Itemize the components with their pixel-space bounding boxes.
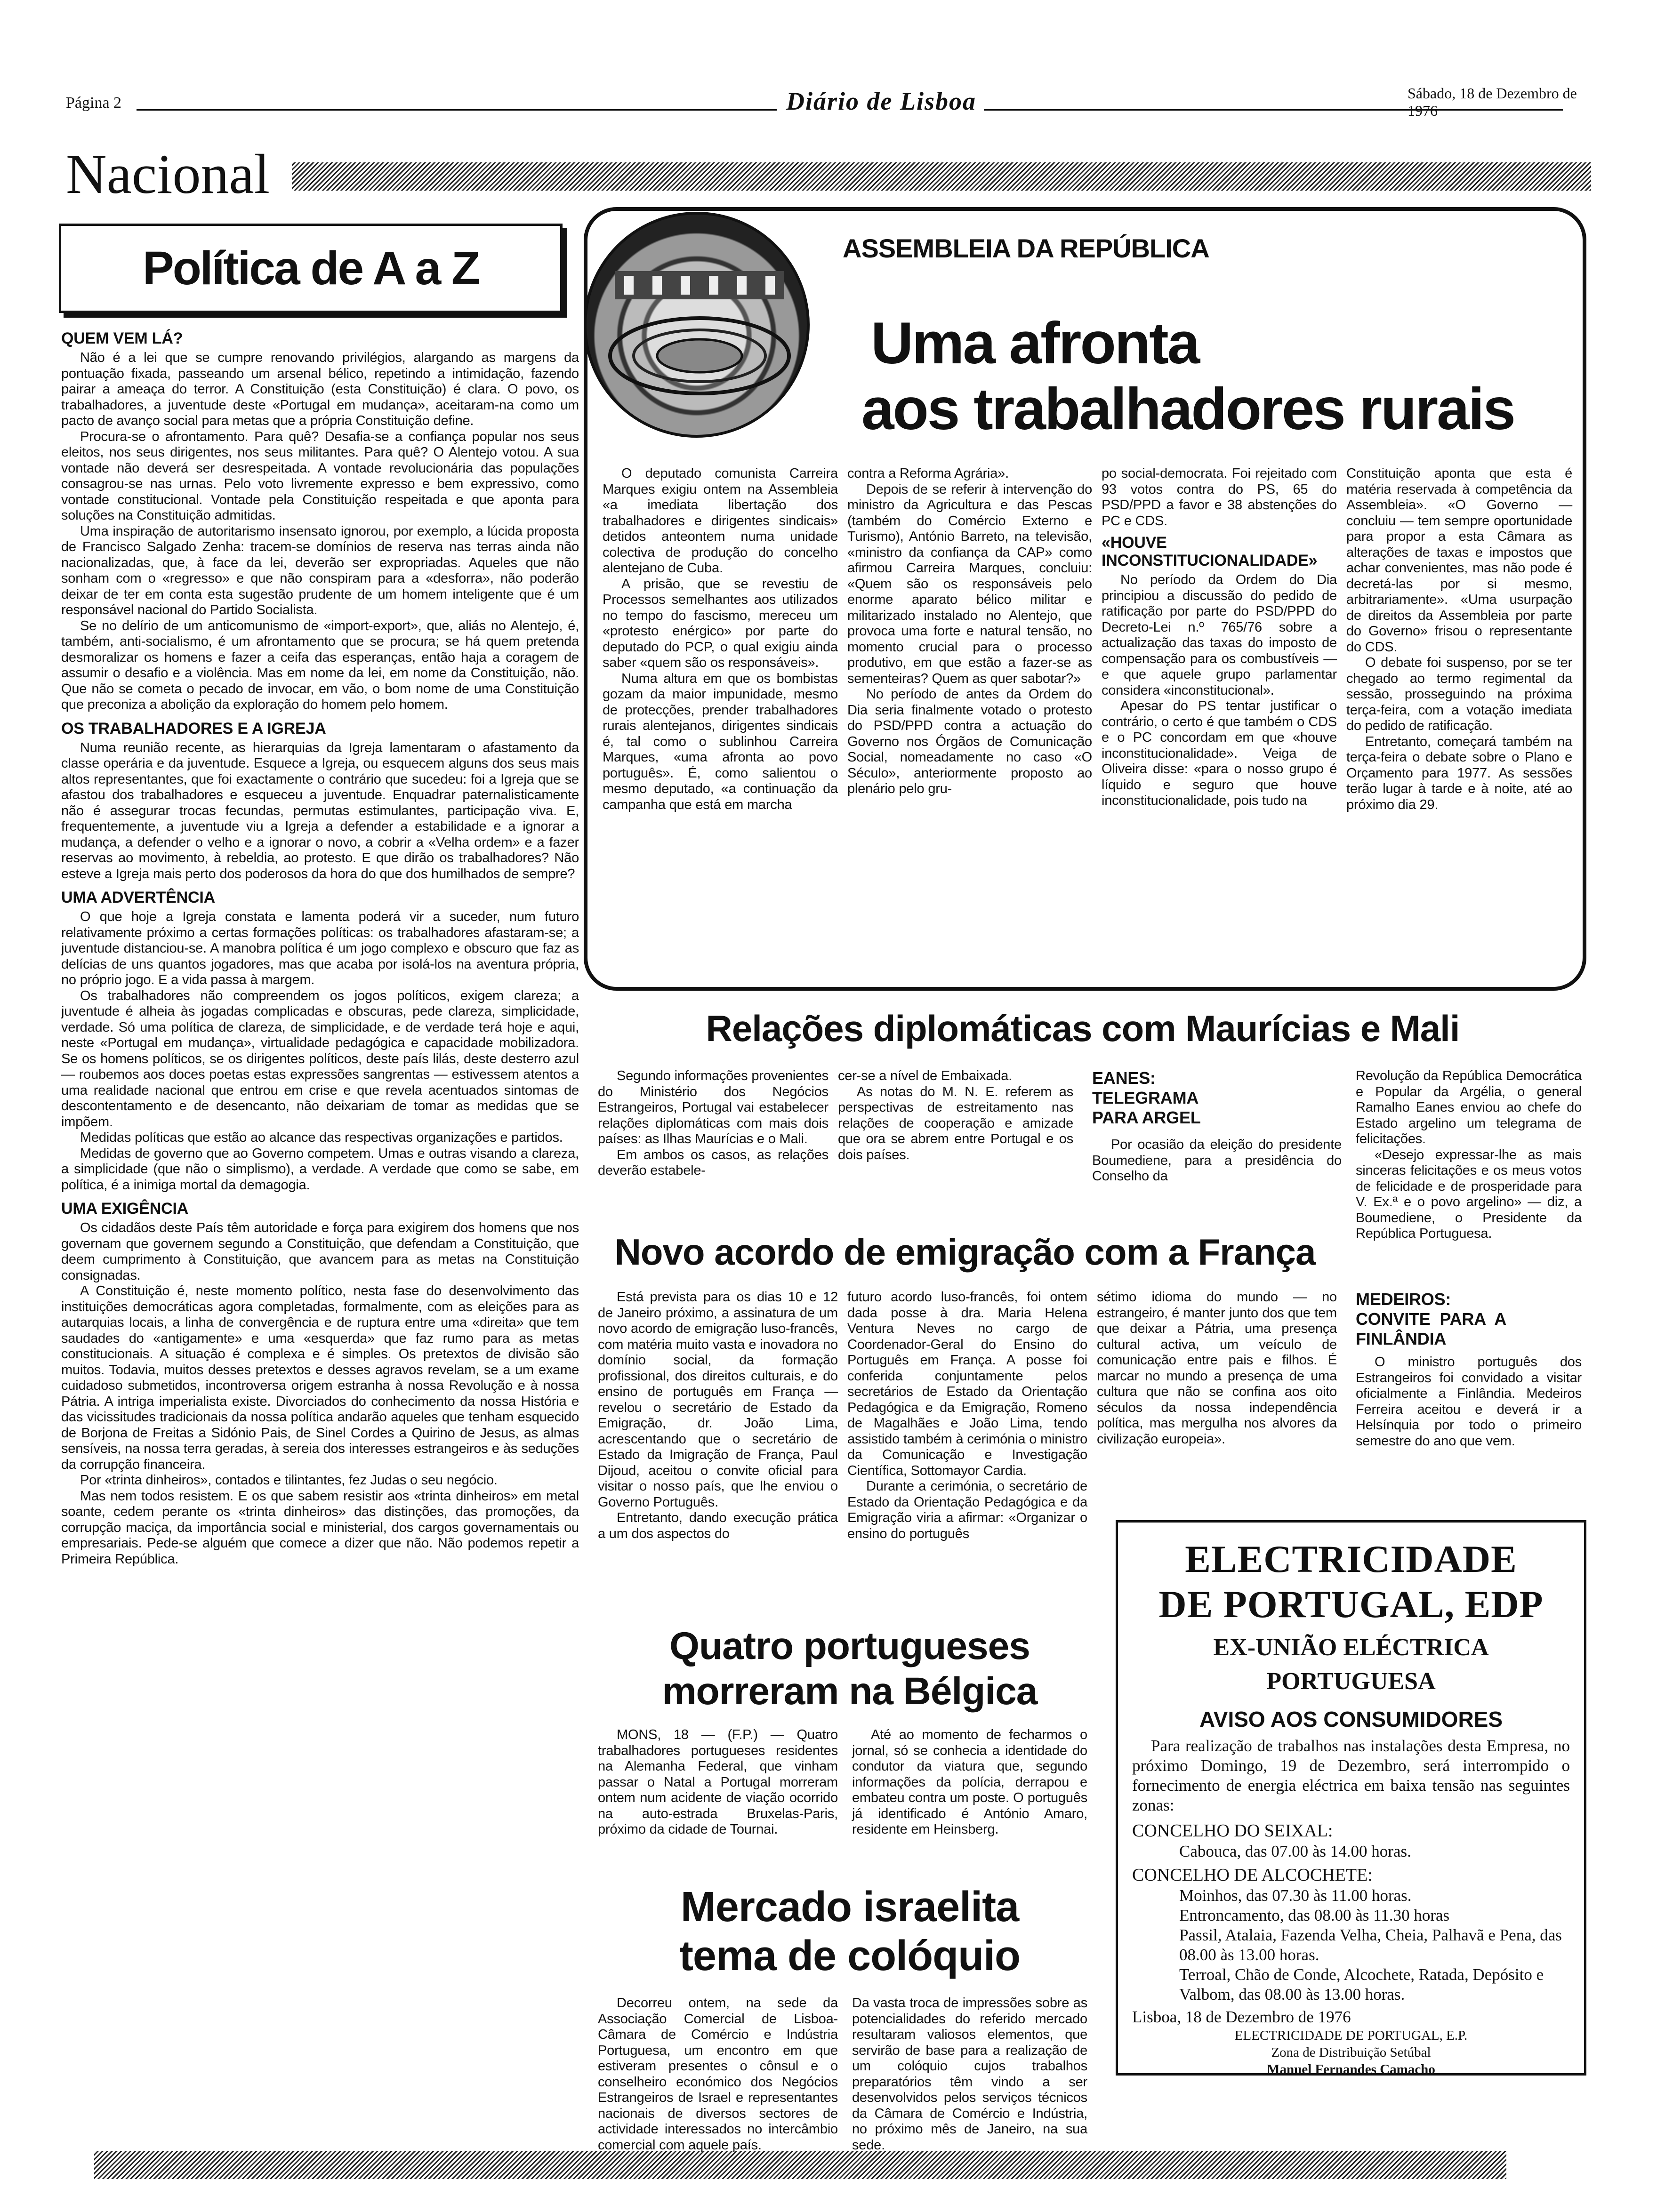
assembleia-col-3 [1102, 466, 1337, 809]
edp-aviso: AVISO AOS CONSUMIDORES [1199, 1707, 1503, 1731]
section-title: Nacional [66, 143, 270, 205]
mercado-col-2 [852, 1996, 1087, 2153]
edp-concelho-seixal: CONCELHO DO SEIXAL: [1132, 1821, 1333, 1841]
assembleia-paragraph: po social-democrata. Foi rejeitado com 93 votos contra do PS, 65 do PSD/PPD a favor e 38 abstenções do PC e CDS. [1102, 466, 1337, 529]
edp-title-1: ELECTRICIDADE [1185, 1538, 1517, 1580]
edp-title-3: EX-UNIÃO ELÉCTRICA PORTUGUESA [1213, 1634, 1489, 1695]
assembleia-paragraph: Apesar do PS tentar justificar o contrário, o certo é que também o CDS e o PC concordam em que «houve inconstitucionalidade». Veiga de Oliveira disse: «para o nosso grupo é líquido e seguro que houve inconstitucionalidade, pois tudo na [1102, 698, 1337, 808]
relacoes-col-1 [598, 1068, 828, 1179]
relacoes-col-2 [838, 1068, 1073, 1163]
assembleia-paragraph: No período de antes da Ordem do Dia seria finalmente votado o protesto do PSD/PPD contra a actuação do Governo nos Órgãos de Comunicação Social, nomeadamente no caso «O Século», anteriormente proposto ao plenário pelo gru- [847, 687, 1092, 796]
politica-paragraph: Medidas políticas que estão ao alcance das respectivas organizações e partidos. [80, 1130, 563, 1145]
assembleia-col-4 [1346, 466, 1572, 813]
assembleia-paragraph: No período da Ordem do Dia principiou a discussão do pedido de ratificação por parte do PSD/PPD do Decreto-Lei n.º 765/76 sobre a actualização das taxas do imposto de compensação para os combustíveis — e que aquele grupo parlamentar considera «inconstitucional». [1102, 572, 1337, 698]
edp-date: Lisboa, 18 de Dezembro de 1976 [1132, 2008, 1351, 2026]
masthead-rule-left [137, 109, 777, 111]
belgica-col-2 [852, 1727, 1087, 1838]
mercado-headline-line-2: tema de colóquio [679, 1932, 1021, 1980]
mercado-paragraph: Decorreu ontem, na sede da Associação Comercial de Lisboa-Câmara de Comércio e Indústria Portuguesa, um encontro em que estiveram presentes o cônsul e o conselheiro económico dos Negócios Estrangeiros de Israel e representantes nacionais de diversos sectores de actividade interessados no intercâmbio comercial com aquele país. [598, 1996, 838, 2153]
assembleia-paragraph: Numa altura em que os bombistas gozam da maior impunidade, mesmo de protecções, prender trabalhadores rurais alentejanos, dirigentes sindicais é, tal como o sublinhou Carreira Marques, «uma afronta ao povo português». É, como salientou o mesmo deputado, «a continuação da campanha que está em marcha [603, 671, 838, 812]
edp-signature-2: Zona de Distribuição Setúbal [1271, 2045, 1431, 2060]
politica-box-title: Política de A a Z [143, 242, 479, 295]
belgica-headline-line-1: Quatro portugueses [669, 1625, 1030, 1667]
issue-date: Sábado, 18 de Dezembro de 1976 [1408, 85, 1577, 119]
relacoes-paragraph: cer-se a nível de Embaixada. [838, 1068, 1012, 1083]
politica-subtitle-2: OS TRABALHADORES E A IGREJA [61, 719, 326, 737]
belgica-paragraph: Até ao momento de fecharmos o jornal, só se conhecia a identidade do condutor da viatura que, segundo informações da polícia, derrapou e embateu contra um poste. O português já identificado é António Amaro, residente em Heinsberg. [852, 1727, 1087, 1837]
emigracao-col-3 [1097, 1290, 1337, 1447]
edp-seixal-line: Cabouca, das 07.00 às 14.00 horas. [1179, 1842, 1411, 1860]
politica-paragraph: Os trabalhadores não compreendem os jogos políticos, exigem clareza; a juventude é alheia às jogadas complicadas e obscuras, pede clareza, simplicidade, verdade. Só uma política de clareza, de simplicidade, e de verdade terá hoje e aqui, neste «Portugal em mudança», virtualidade pedagógica e capacidade mobilizadora. Se os homens políticos, se os dirigentes políticos, deste país lilás, deste desterro azul — roubemos aos doces poetas estas expressões sangrentas — estivessem atentos a uma realidade nacional que entrou em crise e que revela acentuados sintomas de descontentamento e de desencanto, não deixariam de tomar as medidas que se impõem. [61, 988, 579, 1130]
emigracao-headline: Novo acordo de emigração com a França [614, 1231, 1316, 1273]
edp-signature-1: ELECTRICIDADE DE PORTUGAL, E.P. [1234, 2028, 1468, 2043]
emigracao-paragraph: sétimo idioma do mundo — no estrangeiro, é manter junto dos que tem que deixar a Pátria, uma presença cultural activa, um veículo de comunicação entre pais e filhos. É marcar no mundo a presença de uma cultura que não se confina aos oito séculos da nossa independência política, mas mergulha nos alvores da civilização europeia». [1097, 1290, 1337, 1447]
politica-column [61, 329, 579, 1567]
politica-subtitle-4: UMA EXIGÊNCIA [61, 1200, 189, 1218]
politica-paragraph: Mas nem todos resistem. E os que sabem resistir aos «trinta dinheiros» em metal soante, cedem perante os «trinta dinheiros» das distinções, das promoções, da corrupção maciça, da importância social e ministerial, dos cargos governamentais ou empresariais. Pede-se alguém que comece a dizer que não. Não podemos repetir a Primeira República. [61, 1488, 579, 1567]
edp-alcochete-line: Terroal, Chão de Conde, Alcochete, Ratada, Depósito e Valbom, das 08.00 às 13.00 horas. [1179, 1965, 1544, 2004]
emigracao-col-2 [847, 1290, 1087, 1542]
eanes-subtitle: EANES: TELEGRAMA PARA ARGEL [1092, 1068, 1201, 1127]
edp-concelho-alcochete: CONCELHO DE ALCOCHETE: [1132, 1865, 1373, 1885]
relacoes-paragraph: Por ocasião da eleição do presidente Boumediene, para a presidência do Conselho da [1092, 1137, 1342, 1184]
politica-paragraph: O que hoje a Igreja constata e lamenta poderá vir a suceder, num futuro relativamente próximo a certas formações políticas: os trabalhadores afastaram-se; a juventude distanciou-se. A manobra política é um jogo complexo e obscuro que faz as delícias de uns quantos jogadores, mas que acaba por isolá-los na aventura própria, no próprio jogo. E a vida passa à margem. [61, 909, 579, 987]
relacoes-headline: Relações diplomáticas com Maurícias e Mali [706, 1008, 1460, 1049]
emigracao-paragraph: Está prevista para os dias 10 e 12 de Janeiro próximo, a assinatura de um novo acordo de emigração luso-francês, com matéria muito vasta e inovadora no domínio social, da formação profissional, dos direitos culturais, e do ensino de português em França — revelou o secretário de Estado da Emigração, dr. João Lima, acrescentando que o secretário de Estado da Imigração de França, Paul Dijoud, aceitou o convite oficial para visitar o nosso país, que lhe enviou o Governo Português. [598, 1290, 838, 1510]
assembleia-headline-line-2: aos trabalhadores rurais [861, 377, 1514, 442]
mercado-paragraph: Da vasta troca de impressões sobre as potencialidades do referido mercado resultaram valiosos elementos, que servirão de base para a realização de um colóquio cujos trabalhos preparatórios têm vindo a ser desenvolvidos pelos serviços técnicos da Câmara de Comércio e Indústria, no próximo mês de Janeiro, na sua sede. [852, 1996, 1087, 2153]
relacoes-col-3 [1092, 1068, 1342, 1185]
edp-title-2: DE PORTUGAL, EDP [1158, 1583, 1544, 1626]
politica-paragraph: Se no delírio de um anticomunismo de «import-export», que, aliás no Alentejo, é, também, anti-socialismo, é um afrontamento que se procura; se há quem pretenda desmoralizar os homens e fazer a ceifa das esperanças, então haja a coragem de assumir o desafio e a violência. Mas em nome da lei, em nome da Constituição, não. Que não se cometa o pecado de invocar, em vão, o bom nome de uma Constituição que preconiza a abolição da exploração do homem pelo homem. [61, 618, 579, 712]
emigracao-col-1 [598, 1290, 838, 1542]
assembleia-paragraph: Constituição aponta que esta é matéria reservada à competência da Assembleia». «O Governo — concluiu — tem sempre oportunidade para propor a esta Câmara as alterações de taxas e impostos que achar convenientes, mas não pode é decretá-las por si mesmo, arbitrariamente». «Uma usurpação de direitos da Assembleia por parte do Governo» frisou o representante do CDS. [1346, 466, 1572, 655]
politica-paragraph: Por «trinta dinheiros», contados e tilintantes, fez Judas o seu negócio. [80, 1473, 498, 1488]
relacoes-paragraph: Segundo informações provenientes do Ministério dos Negócios Estrangeiros, Portugal vai estabelecer relações diplomáticas com mais dois países: as Ilhas Maurícias e o Mali. [598, 1068, 828, 1146]
masthead [66, 85, 1591, 127]
belgica-col-1 [598, 1727, 838, 1838]
politica-paragraph: Os cidadãos deste País têm autoridade e força para exigirem dos homens que nos governam que governem segundo a Constituição, que defendam a Constituição, que deem cumprimento à Constituição, que avancem para as metas na Constituição consignadas. [61, 1220, 579, 1283]
assembleia-kicker: ASSEMBLEIA DA REPÚBLICA [843, 233, 1209, 263]
belgica-headline-line-2: morreram na Bélgica [662, 1670, 1038, 1713]
parliament-photo [584, 212, 810, 438]
medeiros-column [1356, 1290, 1582, 1449]
politica-paragraph: Procura-se o afrontamento. Para quê? Desafia-se a confiança popular nos seus eleitos, nos seus dirigentes, nos seus militantes. Para quê? O Alentejo votou. A sua vontade não deverá ser desrespeitada. A vontade revolucionária das populações consagrou-se nas urnas. Pelo voto livremente expresso e bem expressivo, como vontade constitucional. Vontade pela Constituição respeitada e que aponta para soluções na Constituição admitidas. [61, 429, 579, 523]
politica-subtitle-1: QUEM VEM LÁ? [61, 329, 183, 347]
parliament-hemicycle-image [587, 215, 810, 438]
emigracao-paragraph: Durante a cerimónia, o secretário de Estado da Orientação Pedagógica e da Emigração viria a afirmar: «Organizar o ensino do português [847, 1479, 1087, 1541]
politica-paragraph: Numa reunião recente, as hierarquias da Igreja lamentaram o afastamento da classe operária e da juventude. Esquece a Igreja, ou esquecem alguns dos seus mais altos representantes, que foi exactamente o contrário que sucedeu: foi a Igreja que se afastou dos trabalhadores e esqueceu a juventude. Enquadrar paternalisticamente não é assegurar trocas fecundas, permutas estimulantes, participação viva. E, frequentemente, a juventude viu a Igreja a defender a estabilidade e a ignorar a mudança, a defender o velho e a ignorar o novo, a cobrir a «Velha ordem» e a fazer reservas ao movimento, à rebeldia, ao protesto. E que dirão os trabalhadores? Não esteve a Igreja mais perto dos poderosos da hora do que dos humilhados de sempre? [61, 740, 579, 882]
edp-alcochete-line: Passil, Atalaia, Fazenda Velha, Cheia, Palhavã e Pena, das 08.00 às 13.00 horas. [1179, 1926, 1562, 1964]
assembleia-paragraph: contra a Reforma Agrária». [847, 466, 1009, 481]
assembleia-paragraph: Depois de se referir à intervenção do ministro da Agricultura e das Pescas (também do Comércio Externo e Turismo), António Barreto, na televisão, «ministro da confiança da CAP» como afirmou Carreira Marques, concluiu: «Quem são os responsáveis pelo enorme aparato bélico militar e militarizado instalado no Alentejo, que provoca uma forte e natural tensão, no momento crucial para o processo produtivo, em que estão a fazer-se as sementeiras? Quem as quer sabotar?» [847, 481, 1092, 686]
edp-alcochete-line: Moinhos, das 07.30 às 11.00 horas. [1179, 1886, 1412, 1905]
bottom-hatch [94, 2151, 1506, 2179]
assembleia-col-2 [847, 466, 1092, 797]
assembleia-subtitle: «HOUVE INCONSTITUCIONALIDADE» [1102, 534, 1318, 569]
relacoes-paragraph: «Desejo expressar-lhe as mais sinceras felicitações e os meus votos de felicidade e de prosperidade para V. Ex.ª e o povo argelino» — diz, a Boumediene, o Presidente da República Portuguesa. [1356, 1147, 1582, 1241]
emigracao-paragraph: futuro acordo luso-francês, foi ontem dada posse à dra. Maria Helena Ventura Neves no cargo de Coordenador-Geral do Ensino do Português em França. A posse foi conferida conjuntamente pelos secretários de Estado da Orientação Pedagógica e da Emigração, Romeno de Magalhães e João Lima, tendo assistido também à cerimónia o ministro da Comunicação e Investigação Científica, Sottomayor Cardia. [847, 1290, 1087, 1478]
medeiros-subtitle: MEDEIROS: CONVITE PARA A FINLÂNDIA [1356, 1290, 1506, 1348]
section-bar [66, 141, 1591, 207]
relacoes-col-4 [1356, 1068, 1582, 1242]
section-hatch [292, 162, 1591, 191]
newspaper-title: Diário de Lisboa [786, 87, 976, 115]
mercado-headline-line-1: Mercado israelita [680, 1883, 1019, 1931]
edp-intro: Para realização de trabalhos nas instalações desta Empresa, no próximo Domingo, 19 de Dezembro, será interrompido o fornecimento de energia eléctrica em baixa tensão nas seguintes zonas: [1132, 1737, 1570, 1814]
emigracao-paragraph: Entretanto, dando execução prática a um dos aspectos do [598, 1510, 838, 1541]
assembleia-paragraph: Entretanto, começará também na terça-feira o debate sobre o Plano e Orçamento para 1977. As sessões terão lugar à tarde e à noite, até ao próximo dia 29. [1346, 734, 1572, 812]
politica-paragraph: Não é a lei que se cumpre renovando privilégios, alargando as margens da pontuação fixada, passeando um arsenal bélico, repetindo a intimidação, fazendo pairar a ameaça do terror. A Constituição (esta Constituição) é clara. O povo, os trabalhadores, a juventude deste «Portugal em mudança», aceitaram-na como um pacto de avanço social para metas que a própria Constituição define. [61, 350, 579, 428]
belgica-paragraph: MONS, 18 — (F.P.) — Quatro trabalhadores portugueses residentes na Alemanha Federal, que vinham passar o Natal a Portugal morreram ontem num acidente de viação ocorrido na auto-estrada Bruxelas-Paris, próximo da cidade de Tournai. [598, 1727, 838, 1837]
medeiros-paragraph: O ministro português dos Estrangeiros foi convidado a visitar oficialmente a Finlândia. Medeiros Ferreira aceitou e deverá ir a Helsínquia por todo o primeiro semestre do ano que vem. [1356, 1354, 1582, 1449]
assembleia-headline [861, 311, 1568, 442]
politica-subtitle-3: UMA ADVERTÊNCIA [61, 889, 215, 906]
politica-box [59, 224, 563, 313]
relacoes-paragraph: As notas do M. N. E. referem as perspectivas de estreitamento nas relações de cooperação e amizade que ora se abrem entre Portugal e os dois países. [838, 1084, 1073, 1162]
page-number: Página 2 [66, 94, 122, 112]
assembleia-headline-line-1: Uma afronta [871, 311, 1199, 376]
edp-alcochete-line: Entroncamento, das 08.00 às 11.30 horas [1179, 1906, 1450, 1924]
assembleia-col-1 [603, 466, 838, 813]
mercado-headline [598, 1883, 1102, 1980]
assembleia-paragraph: O deputado comunista Carreira Marques exigiu ontem na Assembleia «a imediata libertação dos trabalhadores e dirigentes sindicais» detidos anteontem numa unidade colectiva de produção do concelho alentejano de Cuba. [603, 466, 838, 576]
edp-signature-3: Manuel Fernandes Camacho [1267, 2062, 1435, 2077]
assembleia-paragraph: A prisão, que se revestiu de Processos semelhantes aos utilizados no tempo do fascismo, mereceu um «protesto enérgico» por parte do deputado do PCP, o qual exigiu ainda saber «quem são os responsáveis». [603, 576, 838, 670]
politica-paragraph: Medidas de governo que ao Governo competem. Umas e outras visando a clareza, a simplicidade (que não o simplismo), a verdade. A verdade que como se sabe, em política, é a inimiga mortal da demagogia. [61, 1146, 579, 1193]
politica-paragraph: Uma inspiração de autoritarismo insensato ignorou, por exemplo, a lúcida proposta de Francisco Salgado Zenha: tracem-se domínios de reserva nas terras ainda não nacionalizadas, que, à face da lei, deverão ser expropriadas. Aqueles que não sonham com o «regresso» e que não conspiram para a «desforra», não poderão deixar de ter em conta esta sugestão prudente de um homem inteligente que é um responsável nacional do Partido Socialista. [61, 523, 579, 617]
assembleia-paragraph: O debate foi suspenso, por se ter chegado ao termo regimental da sessão, prosseguindo na próxima terça-feira, com a votação imediata do pedido de ratificação. [1346, 655, 1572, 733]
relacoes-paragraph: Em ambos os casos, as relações deverão estabele- [598, 1147, 828, 1178]
relacoes-paragraph: Revolução da República Democrática e Popular da Argélia, o general Ramalho Eanes enviou ao chefe do Estado argelino um telegrama de felicitações. [1356, 1068, 1582, 1146]
mercado-col-1 [598, 1996, 838, 2153]
politica-paragraph: A Constituição é, neste momento político, nesta fase do desenvolvimento das instituições democráticas agora completadas, formalmente, com as eleições para as autarquias locais, a linha de convergência e de ruptura entre uma «direita» que tem saudades do «antigamente» e uma «esquerda» que faz rumo para as metas constitucionais. A situação é complexa e é simples. Os pretextos de divisão são muitos. Todavia, muitos desses pretextos e desses agravos revelam, se a um exame cuidadoso submetidos, incontroversa origem estranha à nossa Revolução e à nossa Pátria. A intriga imperialista existe. Divorciados do conhecimento da nossa História e das vicissitudes tradicionais da nossa política andarão aqueles que tenham esquecido de Borjona de Freitas a Sidónio Pais, de Sinel Cordes a Quirino de Jesus, as almas sensíveis, na nossa terra geradas, à sereia dos interesses estrangeiros e às seduções da corrupção financeira. [61, 1283, 579, 1472]
edp-advertisement [1116, 1520, 1586, 2076]
belgica-headline [598, 1624, 1102, 1714]
